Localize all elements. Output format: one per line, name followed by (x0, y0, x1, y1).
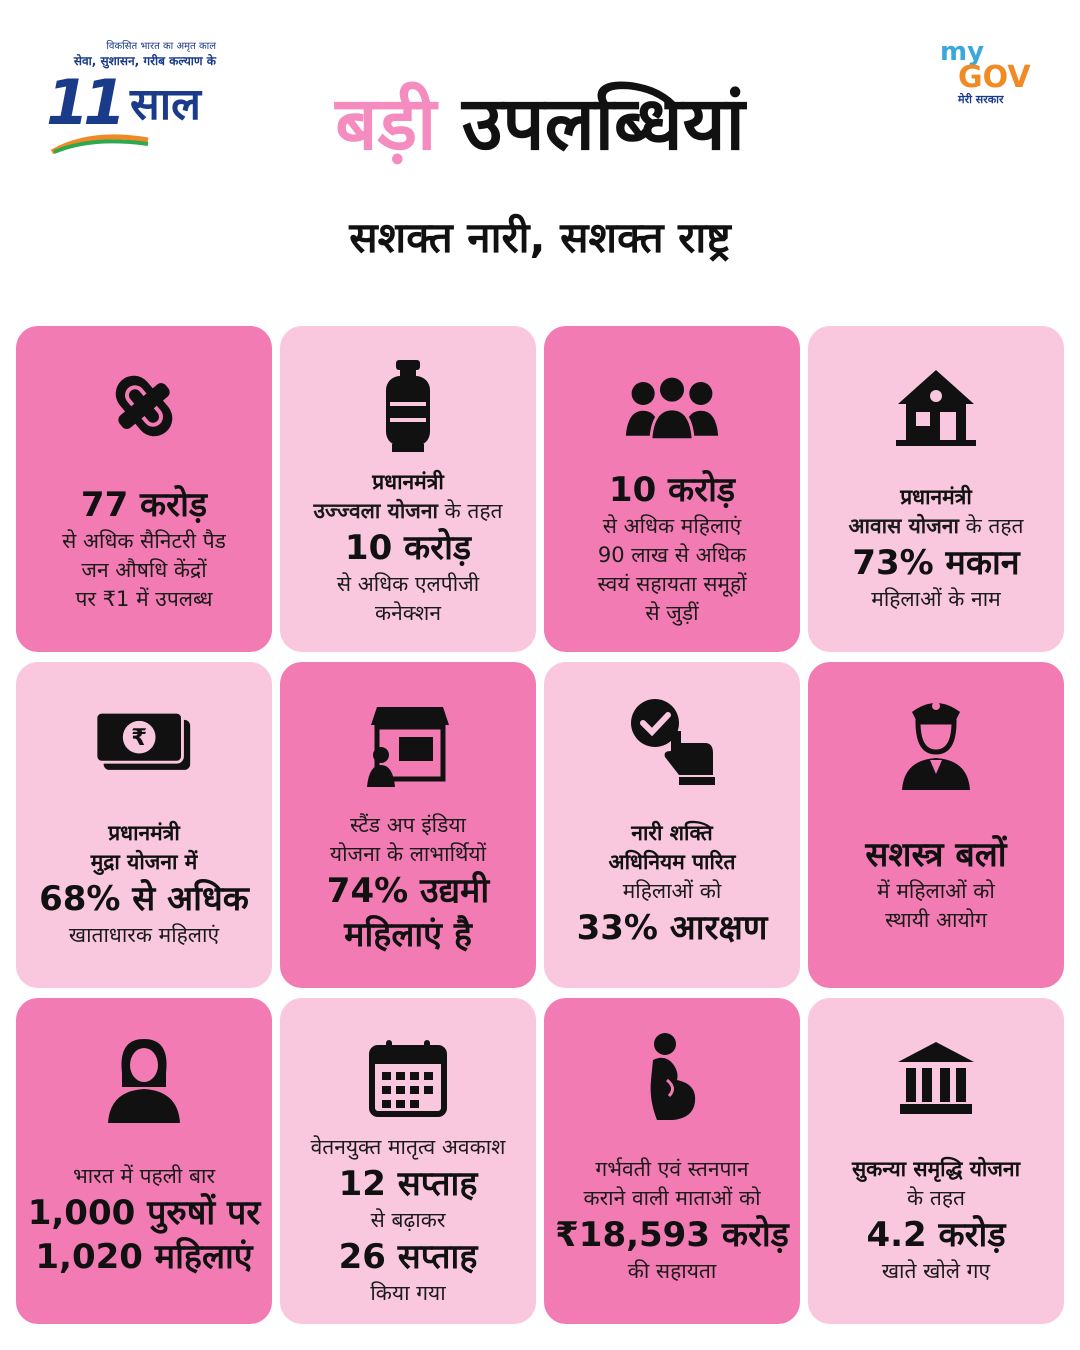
shop-woman-icon (358, 692, 458, 792)
card-mixed-line (816, 512, 1056, 541)
title-part-2: उपलब्धियां (462, 81, 745, 167)
checkmark-hand-icon (622, 692, 722, 792)
card-line: से बढ़ाकर (370, 1207, 446, 1232)
card-line: गर्भवती एवं स्तनपान (595, 1156, 749, 1181)
card-line: से जुड़ीं (645, 601, 699, 625)
card-highlight: 1,000 पुरुषों पर (27, 1192, 261, 1233)
card-highlight: 4.2 करोड़ (866, 1214, 1006, 1255)
sanitary-pad-icon (94, 356, 194, 456)
card-highlight: 10 करोड़ (344, 528, 472, 568)
card-line: की सहायता (627, 1258, 717, 1283)
page-title (0, 74, 1080, 174)
card-line: स्थायी आयोग (885, 908, 987, 932)
logo-tagline-1: विकसित भारत का अमृत काल (106, 41, 216, 52)
card-bold-line: मुद्रा योजना में (90, 849, 198, 874)
card-mudra (16, 662, 272, 988)
card-highlight: महिलाएं है (344, 915, 472, 955)
card-maternity-leave (280, 998, 536, 1324)
card-nari-shakti (544, 662, 800, 988)
card-text (288, 1128, 528, 1324)
card-text (552, 792, 792, 988)
card-line: योजना के लाभार्थियों (329, 842, 487, 866)
card-line: में महिलाओं को (877, 879, 995, 903)
card-highlight: 33% आरक्षण (576, 907, 768, 948)
mygov-v: V (1007, 60, 1031, 95)
card-highlight: 77 करोड़ (80, 484, 208, 525)
card-text (24, 792, 264, 988)
mygov-gov (958, 60, 1040, 95)
card-text (552, 1128, 792, 1324)
card-highlight: सशस्त्र बलों (865, 835, 1007, 875)
card-text (288, 792, 528, 988)
mygov-subtitle: मेरी सरकार (958, 93, 1004, 106)
card-line: से अधिक एलपीजी (336, 572, 480, 596)
card-sanitary-pads (16, 326, 272, 652)
card-line: कनेक्शन (375, 601, 441, 625)
gas-cylinder-icon (358, 356, 458, 456)
card-stand-up-india (280, 662, 536, 988)
card-bold-line: प्रधानमंत्री (900, 484, 972, 509)
card-text (24, 1128, 264, 1324)
card-highlight: 26 सप्ताह (338, 1236, 478, 1277)
logo-tagline-2: सेवा, सुशासन, गरीब कल्याण के (73, 54, 216, 68)
scheme-name: आवास योजना (848, 513, 959, 538)
card-line: जन औषधि केंद्रों (81, 557, 207, 582)
woman-avatar-icon (94, 1028, 194, 1128)
card-line: वेतनयुक्त मातृत्व अवकाश (310, 1134, 506, 1159)
scheme-suffix: के तहत (958, 513, 1024, 538)
house-icon (886, 356, 986, 456)
card-highlight: 73% मकान (852, 542, 1020, 583)
card-armed-forces (808, 662, 1064, 988)
card-line: महिलाओं को (622, 878, 722, 903)
card-bold-line: प्रधानमंत्री (372, 470, 444, 494)
card-highlight: 74% उद्यमी (326, 871, 490, 911)
card-awas (808, 326, 1064, 652)
card-line: स्टैंड अप इंडिया (350, 813, 466, 837)
card-bold-line: सुकन्या समृद्धि योजना (851, 1156, 1021, 1181)
logo-word: साल (130, 79, 201, 130)
card-line: खाताधारक महिलाएं (68, 922, 220, 947)
scheme-suffix: के तहत (437, 499, 503, 523)
logo-number: 11 (46, 66, 121, 139)
mygov-g: G (958, 60, 983, 95)
card-line: महिलाओं के नाम (871, 586, 1001, 611)
card-bold-line: अधिनियम पारित (608, 849, 736, 874)
card-mixed-line (288, 497, 528, 526)
mygov-my: my (940, 37, 985, 67)
mygov-logo (940, 37, 1040, 120)
rupee-note-icon (94, 692, 194, 792)
card-text (288, 456, 528, 652)
card-line: के तहत (907, 1185, 965, 1210)
card-shg-women (544, 326, 800, 652)
card-line: स्वयं सहायता समूहों (597, 572, 747, 596)
calendar-icon (358, 1028, 458, 1128)
card-sex-ratio (16, 998, 272, 1324)
card-line: भारत में पहली बार (72, 1163, 216, 1188)
page-subtitle: सशक्त नारी, सशक्त राष्ट्र (349, 213, 731, 262)
svg-text:₹: ₹ (131, 724, 148, 751)
pregnant-woman-icon (622, 1028, 722, 1128)
card-text (816, 1128, 1056, 1324)
card-highlight: ₹18,593 करोड़ (555, 1214, 789, 1255)
card-text (24, 456, 264, 652)
card-line: से अधिक सैनिटरी पैड (62, 528, 226, 553)
title-part-1: बड़ी (335, 81, 437, 167)
card-line: कराने वाली माताओं को (583, 1185, 761, 1210)
police-woman-icon (886, 692, 986, 792)
mygov-o: O (982, 60, 1008, 95)
card-sukanya (808, 998, 1064, 1324)
card-line: से अधिक महिलाएं (602, 514, 742, 538)
card-bold-line: प्रधानमंत्री (108, 820, 180, 845)
card-highlight: 10 करोड़ (608, 470, 736, 510)
card-line: 90 लाख से अधिक (597, 543, 747, 567)
card-text (552, 456, 792, 652)
card-ujjwala (280, 326, 536, 652)
women-group-icon (622, 356, 722, 456)
card-maternity-support (544, 998, 800, 1324)
card-highlight: 12 सप्ताह (338, 1163, 478, 1204)
card-highlight: 68% से अधिक (39, 878, 249, 919)
bank-icon (886, 1028, 986, 1128)
card-text (816, 792, 1056, 988)
scheme-name: उज्ज्वला योजना (313, 499, 438, 523)
card-line: खाते खोले गए (881, 1258, 991, 1283)
card-highlight: 1,020 महिलाएं (35, 1236, 253, 1277)
card-text (816, 456, 1056, 652)
card-line: किया गया (370, 1280, 446, 1305)
card-line: पर ₹1 में उपलब्ध (75, 586, 213, 611)
card-bold-line: नारी शक्ति (631, 820, 713, 845)
